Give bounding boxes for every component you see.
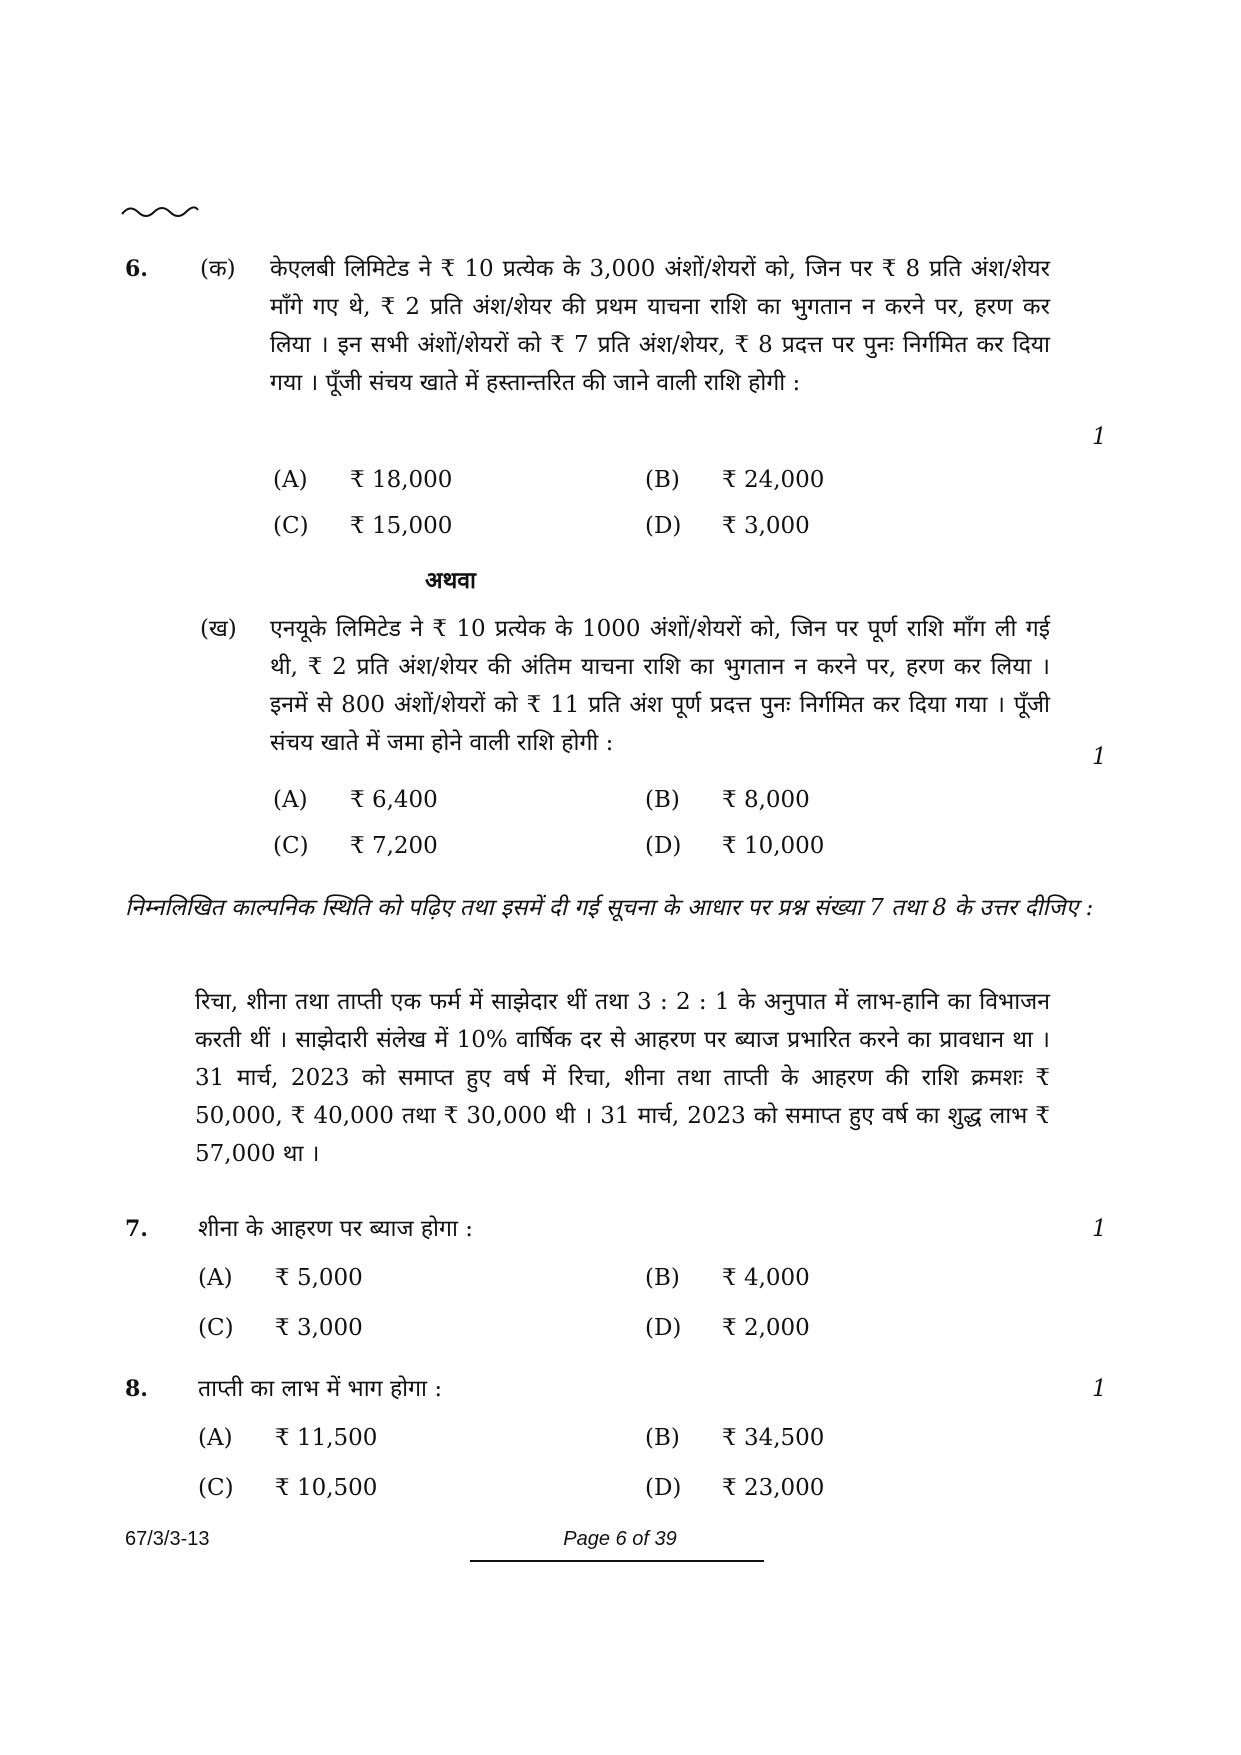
- part-label: (ख): [200, 616, 237, 642]
- option-value: ₹ 10,500: [275, 1475, 378, 1501]
- option-value: ₹ 7,200: [350, 833, 438, 859]
- option-value: ₹ 10,000: [722, 833, 825, 859]
- option-label: (C): [273, 513, 309, 539]
- option-label: (B): [645, 1425, 680, 1451]
- option-label: (A): [198, 1265, 233, 1291]
- footer-rule: [470, 1560, 764, 1562]
- paper-code: 67/3/3-13: [125, 1528, 210, 1550]
- question-number: 7.: [125, 1216, 148, 1242]
- question-text: केएलबी लिमिटेड ने ₹ 10 प्रत्येक के 3,000 अंशों/शेयरों को, जिन पर ₹ 8 प्रति अंश/शेयर माँगे गए थे, ₹ 2 प्रति अंश/शेयर की प्रथम याचना राशि का भुगतान न करने पर, हरण कर लिया । इन सभी अंशों/शेयरों को ₹ 7 प्रति अंश/शेयर, ₹ 8 प्रदत्त पर पुनः निर्गमित कर दिया गया । पूँजी संचय खाते में हस्तान्तरित की जाने वाली राशि होगी :: [270, 256, 1050, 396]
- option-value: ₹ 15,000: [350, 513, 453, 539]
- option-value: ₹ 11,500: [275, 1425, 378, 1451]
- option-value: ₹ 18,000: [350, 467, 453, 493]
- option-value: ₹ 34,500: [722, 1425, 825, 1451]
- part-label: (क): [200, 256, 236, 282]
- option-label: (B): [645, 1265, 680, 1291]
- option-value: ₹ 23,000: [722, 1475, 825, 1501]
- option-label: (A): [273, 467, 308, 493]
- option-value: ₹ 8,000: [722, 787, 810, 813]
- option-value: ₹ 24,000: [722, 467, 825, 493]
- option-label: (C): [273, 833, 309, 859]
- marks: 1: [1092, 424, 1107, 450]
- option-value: ₹ 5,000: [275, 1265, 363, 1291]
- option-label: (B): [645, 787, 680, 813]
- marks: 1: [1092, 1216, 1107, 1242]
- option-label: (D): [645, 1475, 682, 1501]
- question-number: 8.: [125, 1376, 148, 1402]
- case-intro: निम्नलिखित काल्पनिक स्थिति को पढ़िए तथा इसमें दी गई सूचना के आधार पर प्रश्न संख्या 7 तथा 8 के उत्तर दीजिए :: [125, 895, 1094, 921]
- option-value: ₹ 2,000: [722, 1315, 810, 1341]
- option-value: ₹ 3,000: [275, 1315, 363, 1341]
- option-label: (D): [645, 513, 682, 539]
- option-label: (D): [645, 833, 682, 859]
- case-text: रिचा, शीना तथा ताप्ती एक फर्म में साझेदार थीं तथा 3 : 2 : 1 के अनुपात में लाभ-हानि का विभाजन करती थीं । साझेदारी संलेख में 10% वार्षिक दर से आहरण पर ब्याज प्रभारित करने का प्रावधान था । 31 मार्च, 2023 को समाप्त हुए वर्ष में रिचा, शीना तथा ताप्ती के आहरण की राशि क्रमशः ₹ 50,000, ₹ 40,000 तथा ₹ 30,000 थी । 31 मार्च, 2023 को समाप्त हुए वर्ष का शुद्ध लाभ ₹ 57,000 था ।: [195, 989, 1050, 1167]
- option-label: (B): [645, 467, 680, 493]
- option-label: (C): [198, 1475, 234, 1501]
- or-separator: अथवा: [425, 567, 477, 594]
- option-label: (D): [645, 1315, 682, 1341]
- question-text: ताप्ती का लाभ में भाग होगा :: [198, 1376, 443, 1402]
- option-value: ₹ 4,000: [722, 1265, 810, 1291]
- option-value: ₹ 6,400: [350, 787, 438, 813]
- option-label: (A): [198, 1425, 233, 1451]
- page-number: Page 6 of 39: [563, 1528, 677, 1550]
- option-label: (C): [198, 1315, 234, 1341]
- option-label: (A): [273, 787, 308, 813]
- marks: 1: [1092, 744, 1107, 770]
- marks: 1: [1092, 1376, 1107, 1402]
- question-text: शीना के आहरण पर ब्याज होगा :: [198, 1216, 473, 1242]
- option-value: ₹ 3,000: [722, 513, 810, 539]
- question-number: 6.: [125, 256, 148, 282]
- question-text: एनयूके लिमिटेड ने ₹ 10 प्रत्येक के 1000 अंशों/शेयरों को, जिन पर पूर्ण राशि माँग ली गई थी, ₹ 2 प्रति अंश/शेयर की अंतिम याचना राशि का भुगतान न करने पर, हरण कर लिया । इनमें से 800 अंशों/शेयरों को ₹ 11 प्रति अंश पूर्ण प्रदत्त पुनः निर्गमित कर दिया गया । पूँजी संचय खाते में जमा होने वाली राशि होगी :: [270, 616, 1050, 756]
- wave-mark: [120, 204, 200, 220]
